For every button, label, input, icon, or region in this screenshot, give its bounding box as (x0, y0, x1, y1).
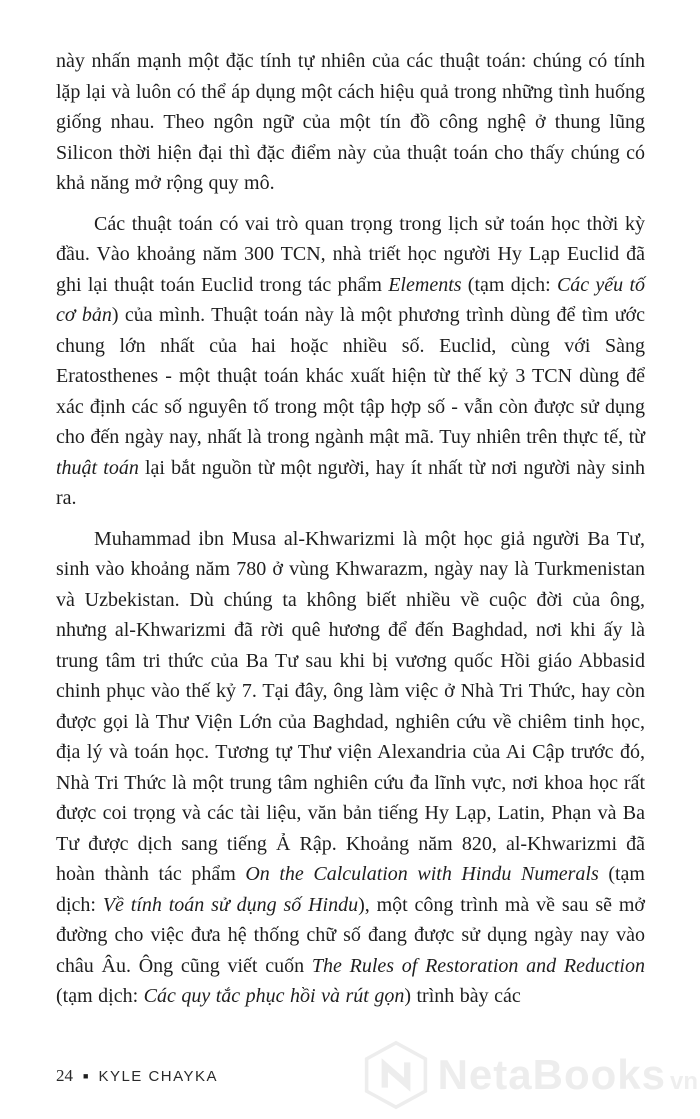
body-text: (tạm dịch: (461, 273, 557, 296)
footer-separator-square: ■ (83, 1070, 89, 1081)
body-text: lại bắt nguồn từ một người, hay ít nhất từ nơi người này sinh ra. (56, 456, 645, 509)
italic-text: Elements (388, 273, 462, 296)
body-text: này nhấn mạnh một đặc tính tự nhiên của các thuật toán: chúng có tính lặp lại và luôn có thể áp dụng một cách hiệu quả trong những tình huống giống nhau. Theo ngôn ngữ của một tín đồ công nghệ ở thung lũng Silicon thời hiện đại thì đặc điểm này của thuật toán cho thấy chúng có khả năng mở rộng quy mô. (56, 50, 645, 194)
italic-text: The Rules of Restoration and Reduction (311, 954, 645, 977)
watermark-domain: vn (669, 1068, 698, 1095)
body-text: (tạm dịch: (56, 863, 645, 916)
book-page-text (56, 46, 645, 1022)
body-text: Các thuật toán có vai trò quan trọng trong lịch sử toán học thời kỳ đầu. Vào khoảng năm 300 TCN, nhà triết học người Hy Lạp Euclid đã ghi lại thuật toán Euclid trong tác phẩm (56, 212, 645, 296)
body-text: ) trình bày các (404, 985, 521, 1007)
running-footer-author: KYLE CHAYKA (98, 1067, 219, 1085)
body-text: ) của mình. Thuật toán này là một phương trình dùng để tìm ước chung lớn nhất của hai hoặc nhiều số. Euclid, cùng với Sàng Eratosthenes - một thuật toán khác xuất hiện từ thế kỷ 3 TCN dùng để xác định các số nguyên tố trong một tập hợp số - vẫn còn được sử dụng cho đến ngày nay, nhất là trong ngành mật mã. Tuy nhiên trên thực tế, từ (56, 304, 645, 448)
paragraph (56, 209, 645, 514)
watermark-brand: NetaBooks (437, 1051, 666, 1098)
body-text: ), một công trình mà về sau sẽ mở đường cho việc đưa hệ thống chữ số đang được sử dụng ngày nay vào châu Âu. Ông cũng viết cuốn (56, 893, 645, 977)
italic-text: Các yếu tố cơ bản (56, 273, 645, 326)
italic-text: Về tính toán sử dụng số Hindu (102, 893, 359, 916)
page-footer (56, 1066, 456, 1086)
page-number: 24 (56, 1066, 73, 1085)
italic-text: Các quy tắc phục hồi và rút gọn (143, 985, 405, 1007)
paragraph (56, 524, 645, 1012)
paragraph (56, 46, 645, 199)
body-text: (tạm dịch: (56, 985, 144, 1007)
italic-text: thuật toán (56, 456, 139, 479)
watermark-text (438, 1051, 698, 1099)
body-text: Muhammad ibn Musa al-Khwarizmi là một học giả người Ba Tư, sinh vào khoảng năm 780 ở vùng Khwarazm, ngày nay là Turkmenistan và Uzbekistan. Dù chúng ta không biết nhiều về cuộc đời của ông, nhưng al-Khwarizmi đã rời quê hương để đến Baghdad, nơi khi ấy là trung tâm tri thức của Ba Tư sau khi bị vương quốc Hồi giáo Abbasid chinh phục vào thế kỷ 7. Tại đây, ông làm việc ở Nhà Tri Thức, hay còn được gọi là Thư Viện Lớn của Baghdad, nghiên cứu về chiêm tinh học, địa lý và toán học. Tương tự Thư viện Alexandria của Ai Cập trước đó, Nhà Tri Thức là một trung tâm nghiên cứu đa lĩnh vực, nơi khoa học rất được coi trọng và các tài liệu, văn bản tiếng Hy Lạp, Latin, Phạn và Ba Tư được dịch sang tiếng Ả Rập. Khoảng năm 820, al-Khwarizmi đã hoàn thành tác phẩm (56, 527, 645, 885)
italic-text: On the Calculation with Hindu Numerals (245, 863, 599, 885)
